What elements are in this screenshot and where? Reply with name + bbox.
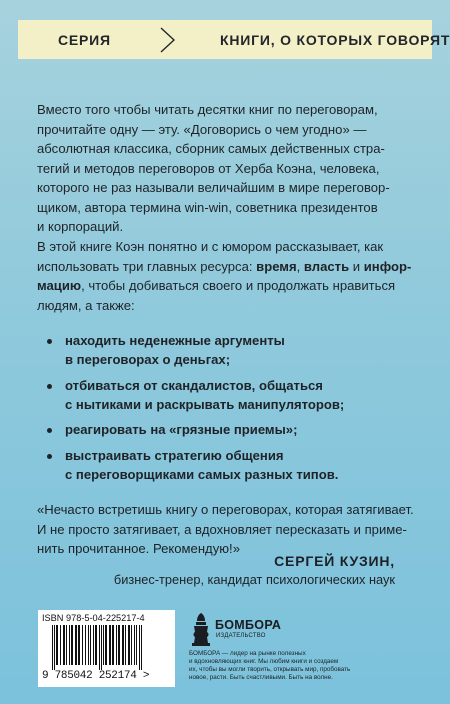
bullet-line: реагировать на «грязные приемы»;: [65, 422, 298, 437]
bullet-dot: [47, 384, 52, 389]
publisher-logo: [189, 612, 309, 646]
testimonial-quote: [37, 500, 427, 559]
bombora-logo-icon: [189, 612, 213, 646]
barcode-bar: [134, 625, 135, 665]
barcode-bar: [56, 625, 58, 665]
publisher-line: БОМБОРА — лидер на рынке полезных: [189, 650, 306, 657]
resources-line: [37, 257, 417, 277]
resource-power: власть: [303, 258, 350, 274]
resources-suffix: , чтобы добиваться своего и продолжать нравиться: [81, 278, 396, 293]
barcode-bar: [131, 625, 132, 665]
bullet-text: [65, 376, 344, 414]
barcode-bar: [71, 625, 73, 665]
quote-author-role: бизнес-тренер, кандидат психологических наук: [113, 572, 395, 587]
barcode-bar: [112, 625, 114, 665]
bullet-line: в переговорах о деньгах;: [65, 352, 231, 367]
barcode-bar: [122, 625, 124, 665]
barcode-bar: [52, 625, 53, 670]
barcode-bar: [63, 625, 65, 665]
resource-time: время: [256, 258, 297, 274]
barcode-bar: [109, 625, 111, 665]
intro-line: и корпораций.: [37, 219, 124, 234]
series-label: СЕРИЯ: [58, 32, 111, 48]
publisher-subtitle: ИЗДАТЕЛЬСТВО: [216, 633, 266, 639]
intro-line: абсолютная классика, сборник самых действенных стра-: [37, 141, 385, 156]
quote-line: нить прочитанное. Рекомендую!»: [37, 541, 240, 556]
barcode-bar: [78, 625, 80, 665]
bullet-dot: [47, 454, 52, 459]
barcode-bar: [90, 625, 91, 665]
bullet-dot: [47, 428, 52, 433]
isbn-barcode: [38, 610, 175, 687]
bullet-line: отбиваться от скандалистов, общаться: [65, 378, 323, 393]
intro-line: щиком, автора термина win-win, советника президентов: [37, 199, 378, 215]
resources-prefix: использовать три главных ресурса:: [37, 258, 257, 274]
chevron-right-icon: [159, 26, 177, 54]
quote-line: «Нечасто встретишь книгу о переговорах, которая затягивает.: [37, 502, 414, 517]
quote-author: СЕРГЕЙ КУЗИН,: [274, 553, 395, 569]
bullet-text: [65, 331, 285, 369]
publisher-line: их, чтобы вы могли творить, открывать мир, пробовать: [189, 666, 351, 673]
barcode-bar: [105, 625, 107, 665]
barcode-bar: [54, 625, 55, 670]
intro-line: Вместо того чтобы читать десятки книг по переговорам,: [37, 102, 378, 117]
intro-paragraph: [37, 100, 417, 237]
barcode-bar: [85, 625, 86, 665]
barcode-bar: [136, 625, 137, 665]
barcode-bar: [125, 625, 126, 665]
resources-line: людям, а также:: [37, 297, 135, 313]
publisher-line: новое, расти. Быть счастливыми. Быть на волне.: [189, 674, 333, 681]
barcode-bar: [103, 625, 104, 665]
publisher-name: БОМБОРА: [215, 618, 282, 632]
publisher-description: [189, 650, 419, 682]
intro-line: прочитайте одну — эту. «Договорись о чем угодно» —: [37, 121, 367, 137]
barcode-bar: [99, 625, 100, 670]
barcode-bars: [50, 625, 166, 670]
barcode-bar: [101, 625, 102, 670]
series-title: КНИГИ, О КОТОРЫХ ГОВОРЯТ: [220, 32, 450, 48]
barcode-digits: 9 785042 252174 >: [42, 670, 150, 682]
quote-line: И не просто затягивает, а вдохновляет пересказать и приме-: [37, 521, 407, 537]
barcode-bar: [116, 625, 117, 665]
barcode-bar: [60, 625, 61, 665]
bullet-line: с нытиками и раскрывать манипуляторов;: [65, 397, 345, 412]
barcode-bar: [82, 625, 83, 665]
publisher-line: и вдохновляющих книг. Мы любим книги и создаем: [189, 658, 339, 665]
barcode-bar: [118, 625, 120, 665]
barcode-bar: [66, 625, 67, 665]
bullet-line: с переговорщиками самых разных типов.: [65, 467, 339, 482]
barcode-bar: [128, 625, 130, 665]
resources-line: [37, 276, 417, 296]
resources-line: В этой книге Коэн понятно и с юмором рассказывает, как: [37, 239, 384, 254]
bullet-line: находить неденежные аргументы: [65, 333, 285, 348]
barcode-bar: [95, 625, 97, 665]
barcode-bar: [141, 625, 142, 670]
separator: ,: [296, 258, 304, 274]
resources-paragraph: [37, 237, 417, 315]
series-banner: [18, 20, 450, 59]
barcode-bar: [75, 625, 77, 665]
separator: и: [349, 258, 364, 274]
isbn-number: ISBN 978-5-04-225217-4: [42, 613, 145, 623]
resource-information: инфор-: [363, 258, 412, 274]
bullet-dot: [47, 339, 52, 344]
barcode-bar: [69, 625, 70, 665]
barcode-bar: [88, 625, 89, 665]
intro-line: которого не раз называли величайшим в мире переговор-: [37, 180, 390, 195]
resource-information-cont: мацию: [37, 278, 82, 293]
bullet-text: [65, 420, 297, 439]
barcode-bar: [139, 625, 140, 670]
bullet-text: [65, 446, 338, 484]
intro-line: тегий и методов переговоров от Херба Коэна, человека,: [37, 160, 380, 176]
bullet-line: выстраивать стратегию общения: [65, 448, 284, 463]
barcode-bar: [93, 625, 94, 665]
